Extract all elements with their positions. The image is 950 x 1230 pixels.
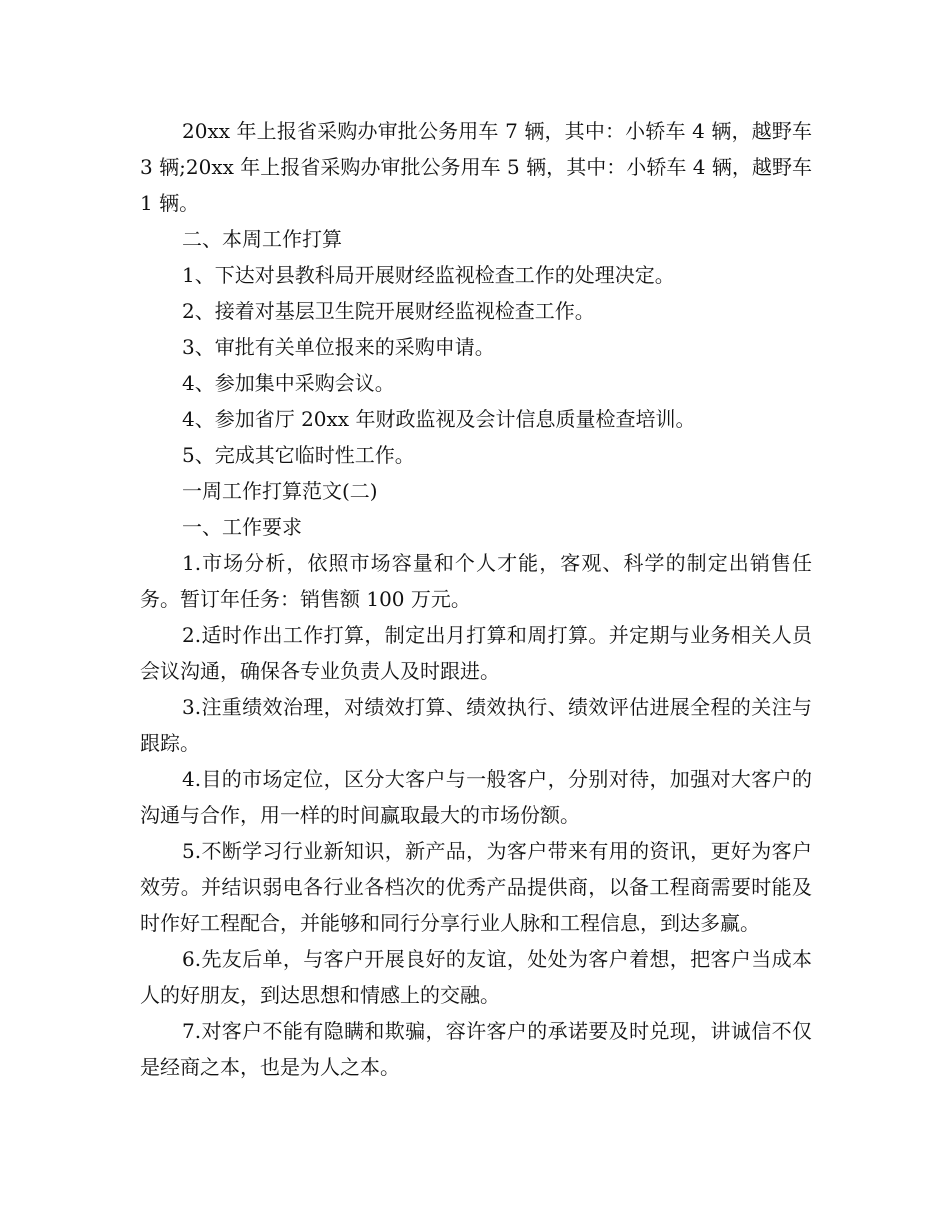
requirement-item: 6.先友后单，与客户开展良好的友谊，处处为客户着想，把客户当成本人的好朋友，到达思想和情感上的交融。	[140, 947, 812, 1007]
requirement-item: 4.目的市场定位，区分大客户与一般客户，分别对待，加强对大客户的沟通与合作，用一样的时间赢取最大的市场份额。	[140, 767, 812, 827]
requirement-item: 2.适时作出工作打算，制定出月打算和周打算。并定期与业务相关人员会议沟通，确保各专业负责人及时跟进。	[140, 623, 812, 683]
list-item: 1、下达对县教科局开展财经监视检查工作的处理决定。	[182, 263, 675, 287]
document-page	[140, 113, 812, 1085]
heading-work-requirements: 一、工作要求	[182, 515, 302, 539]
requirement-item: 7.对客户不能有隐瞒和欺骗，容许客户的承诺要及时兑现，讲诚信不仅是经商之本，也是为人之本。	[140, 1019, 812, 1079]
list-item: 5、完成其它临时性工作。	[182, 443, 415, 467]
heading-weekly-plan: 二、本周工作打算	[182, 227, 342, 251]
requirement-item: 1.市场分析，依照市场容量和个人才能，客观、科学的制定出销售任务。暂订年任务：销售额 100 万元。	[140, 551, 812, 611]
paragraph-vehicle-report: 20xx 年上报省采购办审批公务用车 7 辆，其中：小轿车 4 辆，越野车 3 辆;20xx 年上报省采购办审批公务用车 5 辆，其中：小轿车 4 辆，越野车 1 辆。	[140, 119, 812, 215]
list-item: 3、审批有关单位报来的采购申请。	[182, 335, 495, 359]
requirement-item: 3.注重绩效治理，对绩效打算、绩效执行、绩效评估进展全程的关注与跟踪。	[140, 695, 812, 755]
list-item: 2、接着对基层卫生院开展财经监视检查工作。	[182, 299, 595, 323]
list-item: 4、参加集中采购会议。	[182, 371, 395, 395]
requirement-item: 5.不断学习行业新知识，新产品，为客户带来有用的资讯，更好为客户效劳。并结识弱电各行业各档次的优秀产品提供商，以备工程商需要时能及时作好工程配合，并能够和同行分享行业人脉和工程信息，到达多赢。	[140, 839, 812, 935]
section-title: 一周工作打算范文(二)	[182, 479, 378, 503]
list-item: 4、参加省厅 20xx 年财政监视及会计信息质量检查培训。	[182, 407, 696, 431]
